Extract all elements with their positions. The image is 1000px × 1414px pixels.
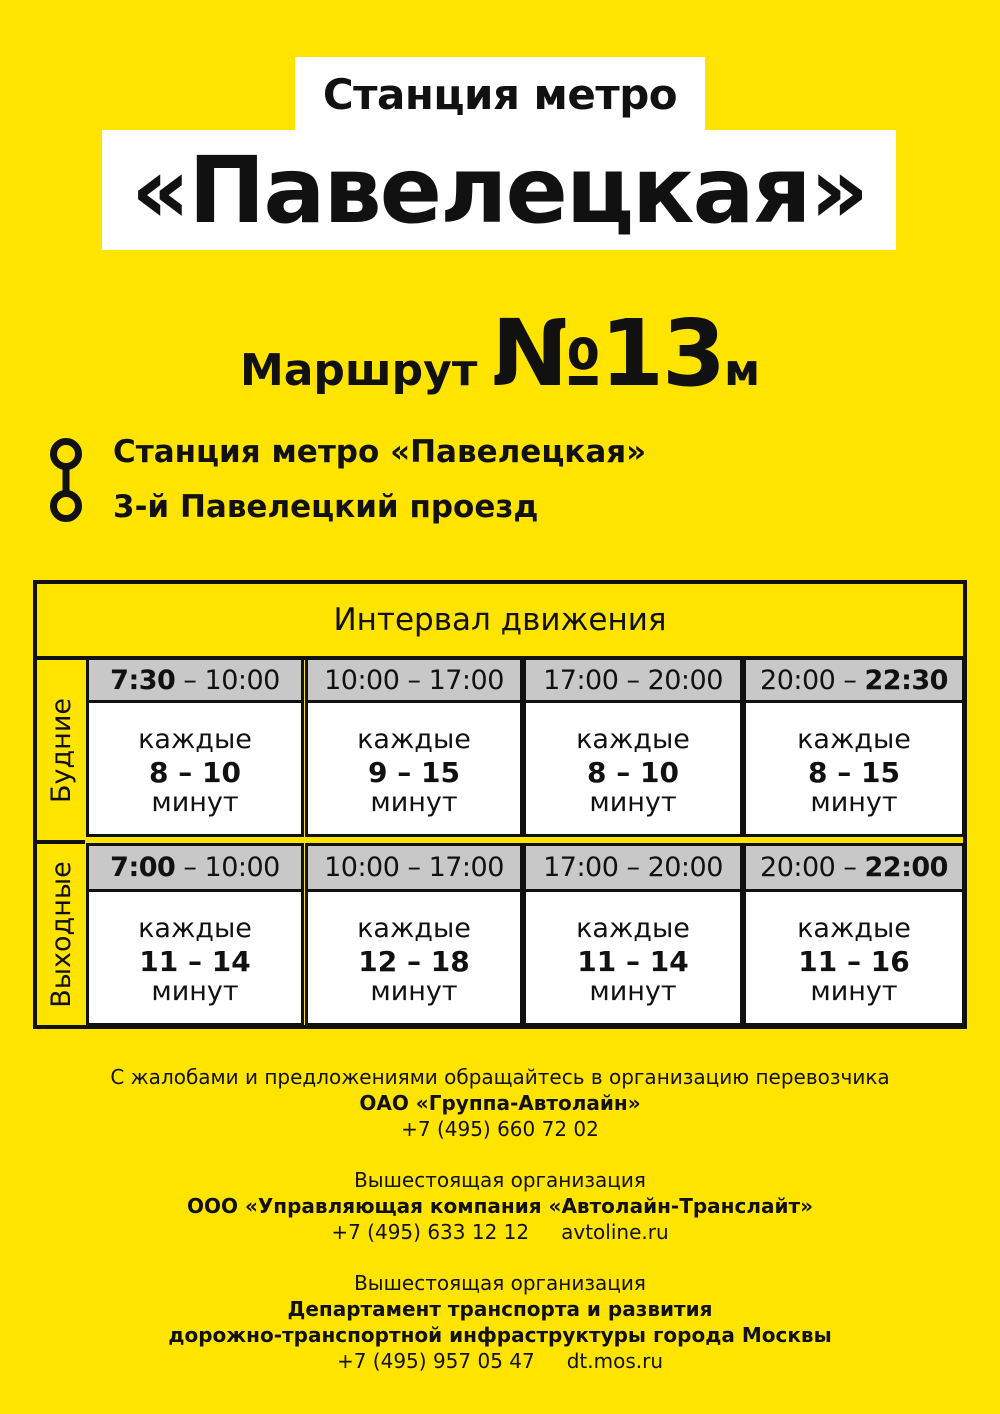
weekdays-time-range: 17:00 – 20:00: [523, 657, 743, 703]
route-title: [0, 300, 1000, 407]
interval-unit: минут: [810, 787, 898, 818]
interval-word: каждые: [138, 724, 252, 755]
weekends-time-range: 17:00 – 20:00: [523, 843, 743, 892]
parent-org-2-name-1: Департамент транспорта и развития: [287, 1297, 713, 1321]
stop-1: Станция метро «Павелецкая»: [113, 434, 647, 470]
interval-value: 8 – 15: [808, 756, 900, 789]
route-label: Маршрут: [239, 345, 478, 396]
interval-unit: минут: [589, 976, 677, 1007]
interval-value: 8 – 10: [149, 756, 241, 789]
parent-org-2-label: Вышестоящая организация: [354, 1271, 646, 1295]
interval-unit: минут: [810, 976, 898, 1007]
interval-word: каждые: [357, 913, 471, 944]
interval-unit: минут: [589, 787, 677, 818]
parent-org-1-phone: +7 (495) 633 12 12: [331, 1220, 530, 1244]
complaints-block: [0, 1064, 1000, 1142]
parent-org-2-phone: +7 (495) 957 05 47: [336, 1349, 535, 1373]
weekends-time-range: 20:00 – 22:00: [743, 843, 965, 892]
interval-word: каждые: [576, 913, 690, 944]
schedule-title: Интервал движения: [37, 584, 963, 660]
weekdays-interval-cell: [305, 700, 523, 837]
interval-value: 11 – 16: [798, 945, 910, 978]
interval-word: каждые: [576, 724, 690, 755]
schedule-table: [33, 580, 967, 1029]
weekends-interval-cell: [743, 889, 965, 1026]
parent-org-1-label: Вышестоящая организация: [354, 1168, 646, 1192]
parent-org-2-site: dt.mos.ru: [566, 1349, 664, 1373]
stop-2: 3-й Павелецкий проезд: [113, 489, 539, 525]
interval-word: каждые: [138, 913, 252, 944]
station-name: «Павелецкая»: [130, 136, 868, 244]
weekends-time-range: 10:00 – 17:00: [305, 843, 523, 892]
subtitle-box: [295, 57, 705, 132]
interval-value: 11 – 14: [139, 945, 251, 978]
weekends-interval-cell: [523, 889, 743, 1026]
interval-unit: минут: [370, 787, 458, 818]
carrier-name: ОАО «Группа-Автолайн»: [359, 1091, 641, 1115]
interval-value: 8 – 10: [587, 756, 679, 789]
weekdays-interval-cell: [86, 700, 304, 837]
route-suffix: м: [724, 345, 761, 396]
interval-value: 9 – 15: [368, 756, 460, 789]
interval-value: 11 – 14: [577, 945, 689, 978]
parent-org-1-name: ООО «Управляющая компания «Автолайн-Транслайт»: [186, 1194, 813, 1218]
weekdays-time-range: 10:00 – 17:00: [305, 657, 523, 703]
weekdays-label: Будние: [37, 660, 85, 844]
carrier-phone: +7 (495) 660 72 02: [401, 1117, 599, 1141]
parent-org-1-site: avtoline.ru: [561, 1220, 669, 1244]
interval-word: каждые: [797, 724, 911, 755]
weekends-time-range: 7:00 – 10:00: [86, 843, 304, 892]
weekdays-interval-cell: [743, 700, 965, 837]
station-subtitle: Станция метро: [322, 70, 678, 119]
interval-unit: минут: [151, 787, 239, 818]
complaints-text: С жалобами и предложениями обращайтесь в организацию перевозчика: [110, 1065, 890, 1089]
weekends-interval-cell: [305, 889, 523, 1026]
route-stops-icon: [48, 436, 84, 526]
interval-unit: минут: [370, 976, 458, 1007]
interval-word: каждые: [797, 913, 911, 944]
parent-org-2: [0, 1270, 1000, 1374]
route-number: №13: [491, 300, 725, 407]
interval-value: 12 – 18: [358, 945, 470, 978]
parent-org-1: [0, 1167, 1000, 1245]
parent-org-2-name-2: дорожно-транспортной инфраструктуры города Москвы: [168, 1323, 832, 1347]
weekends-label: Выходные: [45, 861, 77, 1008]
weekends-interval-cell: [86, 889, 304, 1026]
weekdays-interval-cell: [523, 700, 743, 837]
station-box: [102, 130, 896, 250]
interval-word: каждые: [357, 724, 471, 755]
weekdays-time-range: 7:30 – 10:00: [86, 657, 304, 703]
weekdays-time-range: 20:00 – 22:30: [743, 657, 965, 703]
interval-unit: минут: [151, 976, 239, 1007]
